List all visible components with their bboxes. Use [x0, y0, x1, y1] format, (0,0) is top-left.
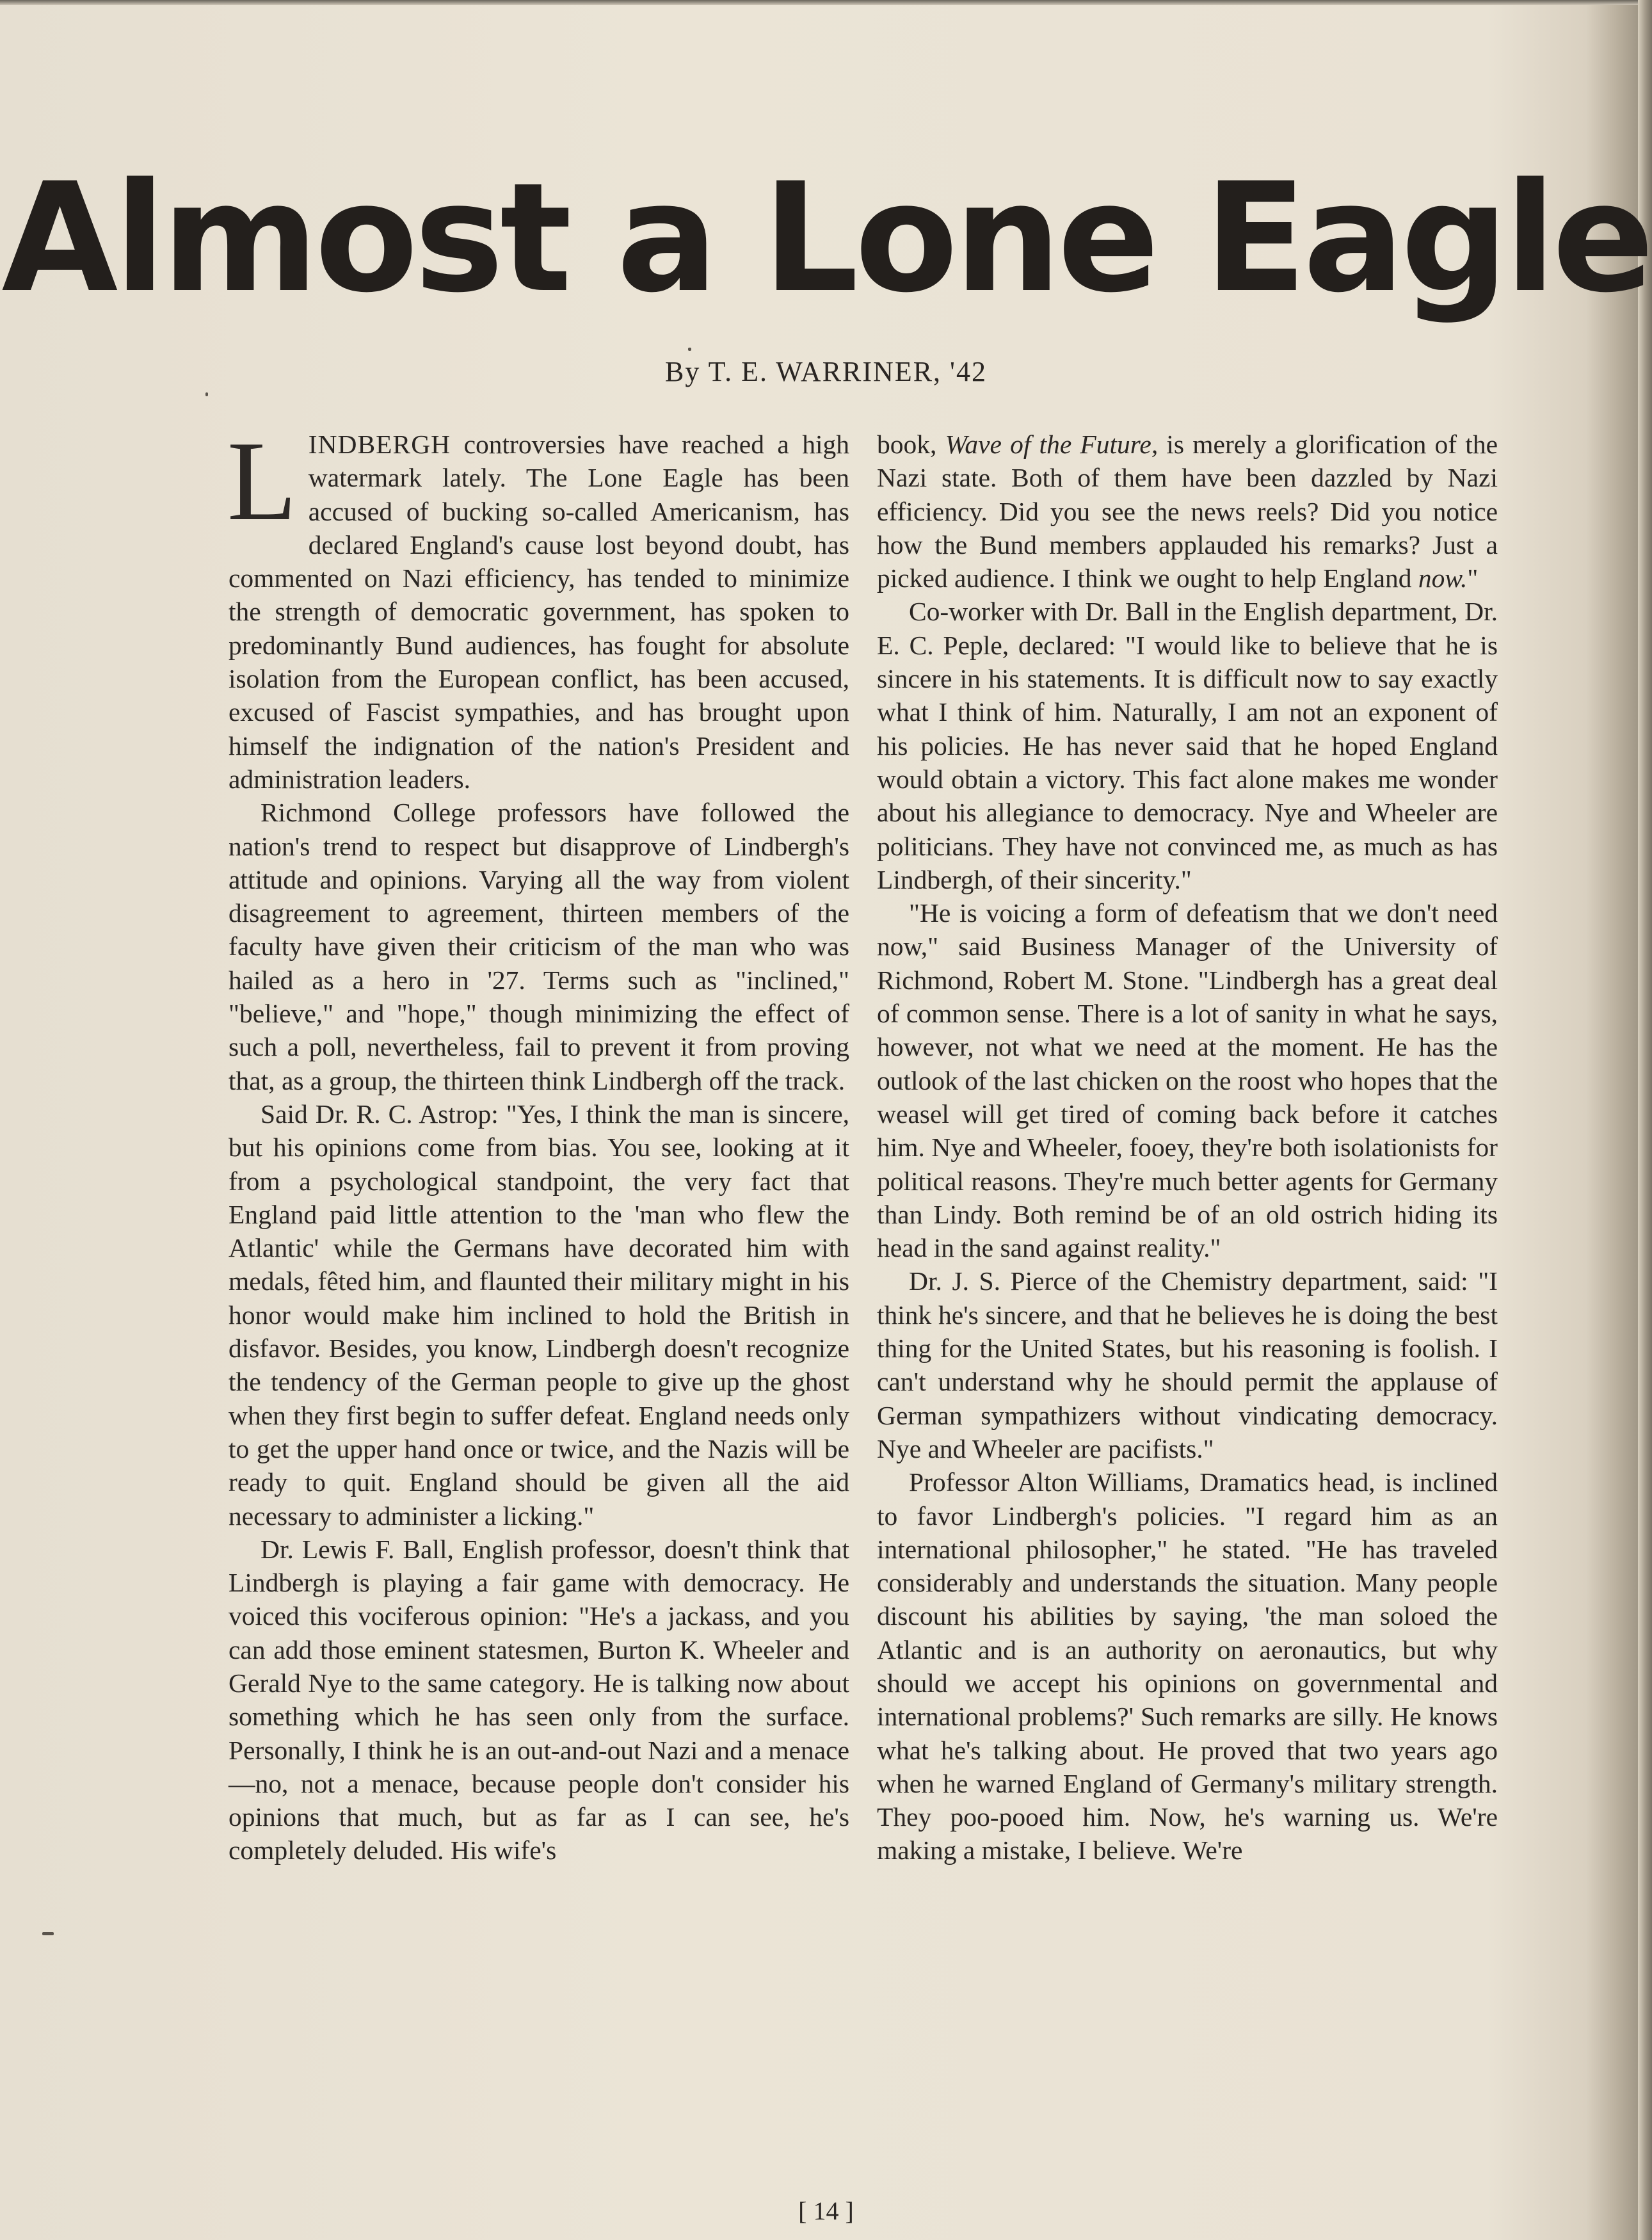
text-column-right: [877, 428, 1498, 1867]
page-number: [ 14 ]: [798, 2196, 854, 2225]
scan-mark: [688, 348, 691, 351]
paragraph-text: ": [1467, 563, 1479, 593]
page-binding-edge: [1638, 0, 1652, 2240]
text-column-left: [227, 417, 849, 1867]
page-top-edge: [0, 0, 1652, 5]
paragraph: Said Dr. R. C. Astrop: "Yes, I think the man is sincere, but his opinions come from bias. You see, looking at it from a psychological standpoint, the very fact that England paid little attention to the 'man who flew the Atlantic' while the Germans have decorated him with medals, fêted him, and flaunted their military might in his honor would make him inclined to hold the British in disfavor. Besides, you know, Lindbergh doesn't recognize the tendency of the German people to give up the ghost when they first begin to suffer defeat. England needs only to get the upper hand once or twice, and the Nazis will be ready to quit. England should be given all the aid necessary to administer a licking.": [229, 1099, 849, 1531]
paragraph: Co-worker with Dr. Ball in the English department, Dr. E. C. Peple, declared: "I would like to believe that he is sincere in his statements. It is difficult now to say exactly what I think of him. Naturally, I am not an exponent of his policies. He has never said that he hoped England would obtain a victory. This fact alone makes me wonder about his allegiance to democracy. Nye and Wheeler are politicians. They have not convinced me, as much as has Lindbergh, of their sincerity.": [877, 597, 1498, 894]
paragraph-text: book,: [877, 430, 945, 459]
paragraph: Dr. Lewis F. Ball, English professor, doesn't think that Lindbergh is playing a fair game with democracy. He voiced this vociferous opinion: "He's a jackass, and you can add those eminent statesmen, Burton K. Wheeler and Gerald Nye to the same category. He is talking now about something which he has seen only from the surface. Personally, I think he is an out-and-out Nazi and a menace—no, not a menace, because people don't consider his opinions that much, but as far as I can see, he's completely deluded. His wife's: [229, 1534, 849, 1865]
paragraph-opening: [227, 417, 849, 796]
paragraph-continued: [877, 428, 1498, 595]
paragraph: Richmond College professors have followed the nation's trend to respect but disapprove of Lindbergh's attitude and opinions. Varying all the way from violent disagreement to agreement, thirteen members of the faculty have given their criticism of the man who was hailed as a hero in '27. Terms such as "inclined," "believe," and "hope," though minimizing the effect of such a poll, nevertheless, fail to prevent it from proving that, as a group, the thirteen think Lindbergh off the track.: [229, 798, 849, 1095]
emphasis: now.: [1418, 563, 1468, 593]
article-byline: By T. E. WARRINER, '42: [665, 356, 987, 387]
article-title: Almost a Lone Eagle: [1, 151, 1651, 326]
book-title: Wave of the Future,: [945, 430, 1159, 459]
paragraph: Dr. J. S. Pierce of the Chemistry department, said: "I think he's sincere, and that he believes he is doing the best thing for the United States, but his reasoning is foolish. I can't understand why he should permit the applause of German sympathizers without vindicating democracy. Nye and Wheeler are pacifists.": [877, 1266, 1498, 1463]
paragraph: "He is voicing a form of defeatism that we don't need now," said Business Manager of the University of Richmond, Robert M. Stone. "Lindbergh has a great deal of common sense. There is a lot of sanity in what he says, however, not what we need at the moment. He has the outlook of the last chicken on the roost who hopes that the weasel will get tired of coming back before it catches him. Nye and Wheeler, fooey, they're both isolationists for political reasons. They're much better agents for Germany than Lindy. Both remind be of an old ostrich hiding its head in the sand against reality.": [877, 898, 1498, 1263]
scan-mark: [205, 392, 208, 396]
paragraph: Professor Alton Williams, Dramatics head, is inclined to favor Lindbergh's policies. "I regard him as an international philosopher," he stated. "He has traveled considerably and understands the situation. Many people discount his abilities by saying, 'the man soloed the Atlantic and is an authority on aeronautics, but why should we accept his opinions on governmental and international problems?' Such remarks are silly. He knows what he's talking about. He proved that two years ago when he warned England of Germany's military strength. They poo-pooed him. Now, he's warning us. We're making a mistake, I believe. We're: [877, 1467, 1498, 1865]
paragraph-text: is merely a glorification of the Nazi state. Both of them have been dazzled by Nazi efficiency. Did you see the news reels? Did you notice how the Bund members applauded his remarks? Just a picked audience. I think we ought to help England: [877, 430, 1498, 593]
lead-word: INDBERGH: [308, 430, 451, 459]
paragraph-text: controversies have reached a high watermark lately. The Lone Eagle has been accused of bucking so-called Americanism, has declared England's cause lost beyond doubt, has commented on Nazi efficiency, has tended to minimize the strength of democratic government, has spoken to predominantly Bund audiences, has fought for absolute isolation from the European conflict, has been accused, excused of Fascist sympathies, and has brought upon himself the indignation of the nation's President and administration leaders.: [229, 430, 849, 794]
drop-cap: L: [227, 417, 297, 544]
scan-mark: [42, 1932, 54, 1935]
